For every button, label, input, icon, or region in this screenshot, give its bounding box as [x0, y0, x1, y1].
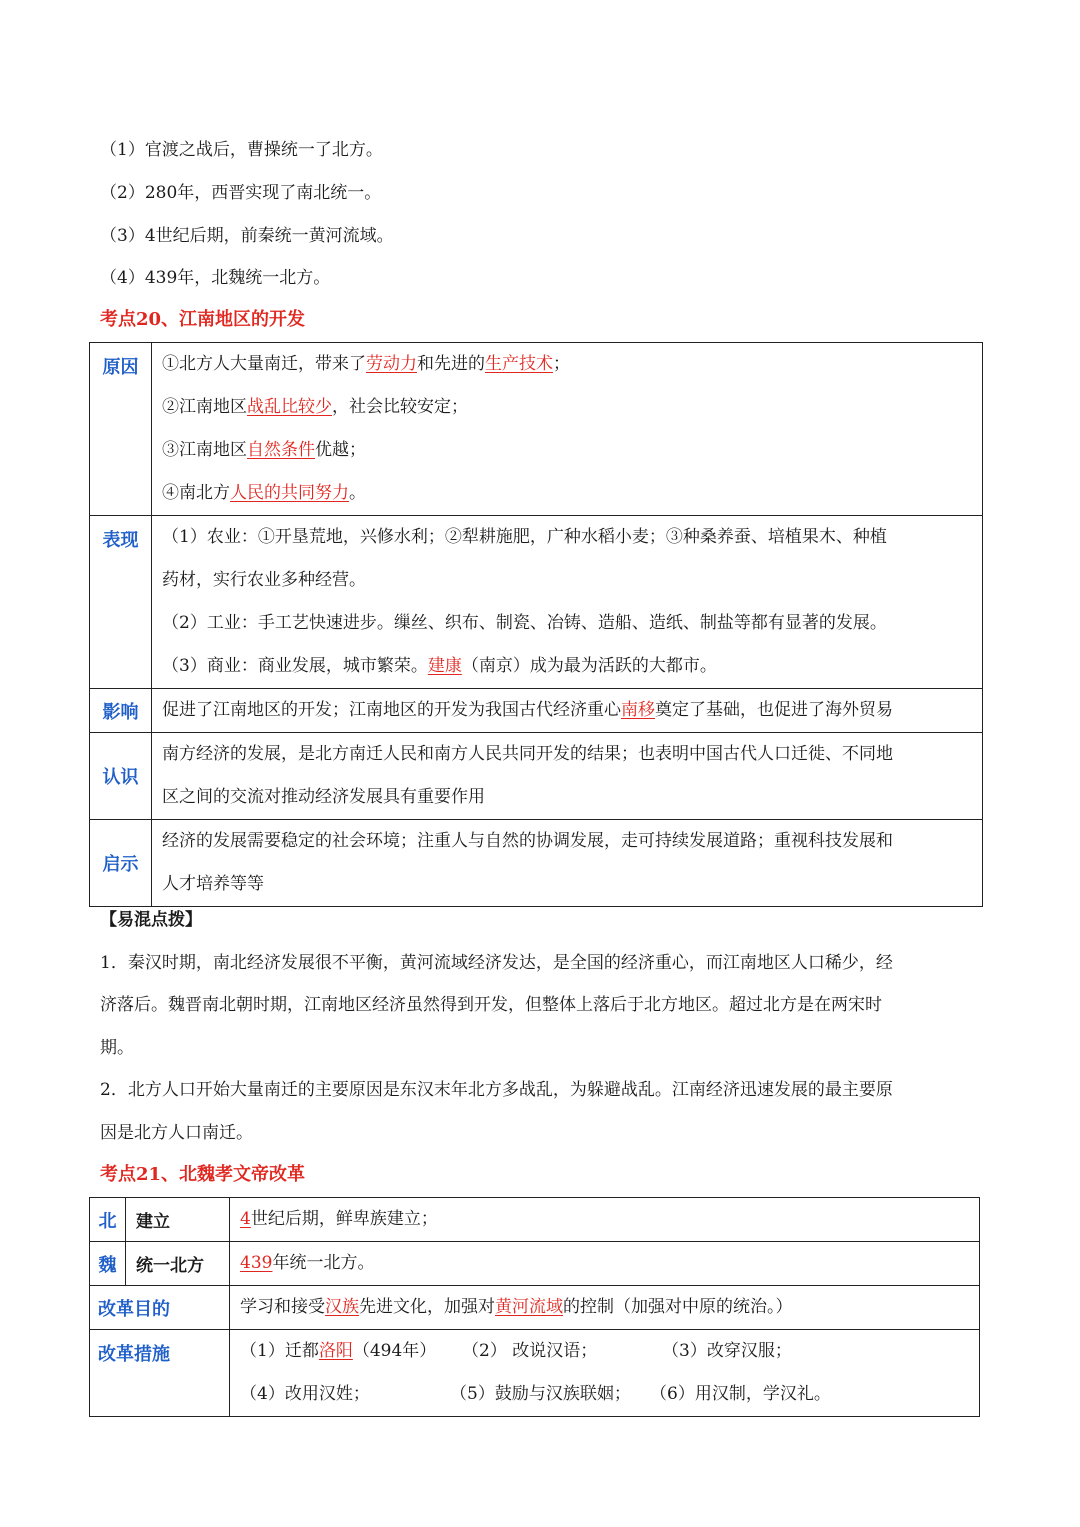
intro-item: （1）官渡之战后，曹操统一了北方。: [100, 140, 383, 160]
table-row: [90, 1286, 980, 1330]
bei-label: 北: [98, 1210, 117, 1232]
goal-label: 改革目的: [98, 1298, 170, 1320]
reform-table: [89, 1197, 980, 1417]
row-label-understanding: 认识: [102, 767, 139, 788]
unify-text: 439年统一北方。: [240, 1253, 375, 1273]
intro-item: （3）4世纪后期，前秦统一黄河流域。: [100, 226, 394, 246]
influence-text: 促进了江南地区的开发；江南地区的开发为我国古代经济重心南移奠定了基础，也促进了海外贸易: [162, 700, 893, 720]
founding-text: 4世纪后期，鲜卑族建立；: [240, 1209, 438, 1229]
confusion-p1-line: 1．秦汉时期，南北经济发展很不平衡，黄河流域经济发达，是全国的经济重心，而江南地区人口稀少，经: [100, 953, 893, 973]
table-row: [90, 1198, 980, 1242]
intro-item: （4）439年，北魏统一北方。: [100, 268, 331, 288]
row-label-influence: 影响: [102, 701, 139, 723]
row-label-enlightenment: 启示: [102, 854, 139, 875]
measures-label: 改革措施: [98, 1344, 170, 1365]
cause-line-3: ③江南地区自然条件优越；: [162, 440, 366, 460]
cause-line-4: ④南北方人民的共同努力。: [162, 483, 366, 503]
confusion-p2-line: 因是北方人口南迁。: [100, 1123, 253, 1143]
wei-label: 魏: [98, 1254, 117, 1276]
intro-item: （2）280年，西晋实现了南北统一。: [100, 183, 382, 203]
cause-line-2: ②江南地区战乱比较少，社会比较安定；: [162, 397, 468, 417]
measures-line-1: （1）迁都洛阳（494年） （2） 改说汉语； （3）改穿汉服；: [240, 1341, 792, 1361]
table-row: [90, 820, 983, 907]
unify-label: 统一北方: [136, 1256, 204, 1276]
enlightenment-line-2: 人才培养等等: [162, 874, 264, 894]
understanding-line-2: 区之间的交流对推动经济发展具有重要作用: [162, 787, 485, 807]
confusion-p1-line: 期。: [100, 1038, 134, 1058]
table-row: [90, 1242, 980, 1286]
enlightenment-line-1: 经济的发展需要稳定的社会环境；注重人与自然的协调发展，走可持续发展道路；重视科技发展和: [162, 831, 893, 851]
performance-line-2: 药材，实行农业多种经营。: [162, 570, 366, 590]
table-row: [90, 689, 983, 733]
section-20-title: 考点20、江南地区的开发: [100, 309, 306, 330]
section-21-title: 考点21、北魏孝文帝改革: [100, 1164, 306, 1185]
measures-line-2: （4）改用汉姓； （5）鼓励与汉族联姻； （6）用汉制，学汉礼。: [240, 1384, 831, 1404]
row-label-cause: 原因: [102, 357, 139, 378]
founding-label: 建立: [136, 1212, 170, 1232]
performance-line-1: （1）农业：①开垦荒地，兴修水利；②犁耕施肥，广种水稻小麦；③种桑养蚕、培植果木、种植: [162, 527, 887, 547]
jiangnan-table: [89, 342, 983, 907]
table-row: [90, 1330, 980, 1417]
performance-line-4: （3）商业：商业发展，城市繁荣。建康（南京）成为最为活跃的大都市。: [162, 656, 717, 676]
cause-line-1: ①北方人大量南迁，带来了劳动力和先进的生产技术；: [162, 354, 570, 374]
confusion-title: 【易混点拨】: [100, 910, 202, 930]
table-row: [90, 733, 983, 820]
confusion-p1-line: 济落后。魏晋南北朝时期，江南地区经济虽然得到开发，但整体上落后于北方地区。超过北方是在两宋时: [100, 995, 882, 1015]
understanding-line-1: 南方经济的发展，是北方南迁人民和南方人民共同开发的结果；也表明中国古代人口迁徙、不同地: [162, 744, 893, 764]
confusion-p2-line: 2．北方人口开始大量南迁的主要原因是东汉末年北方多战乱，为躲避战乱。江南经济迅速发展的最主要原: [100, 1080, 893, 1100]
goal-text: 学习和接受汉族先进文化，加强对黄河流域的控制（加强对中原的统治。）: [240, 1297, 793, 1317]
table-row: [90, 343, 983, 516]
row-label-performance: 表现: [102, 530, 139, 551]
performance-line-3: （2）工业：手工艺快速进步。缫丝、织布、制瓷、冶铸、造船、造纸、制盐等都有显著的发展。: [162, 613, 887, 633]
table-row: [90, 516, 983, 689]
